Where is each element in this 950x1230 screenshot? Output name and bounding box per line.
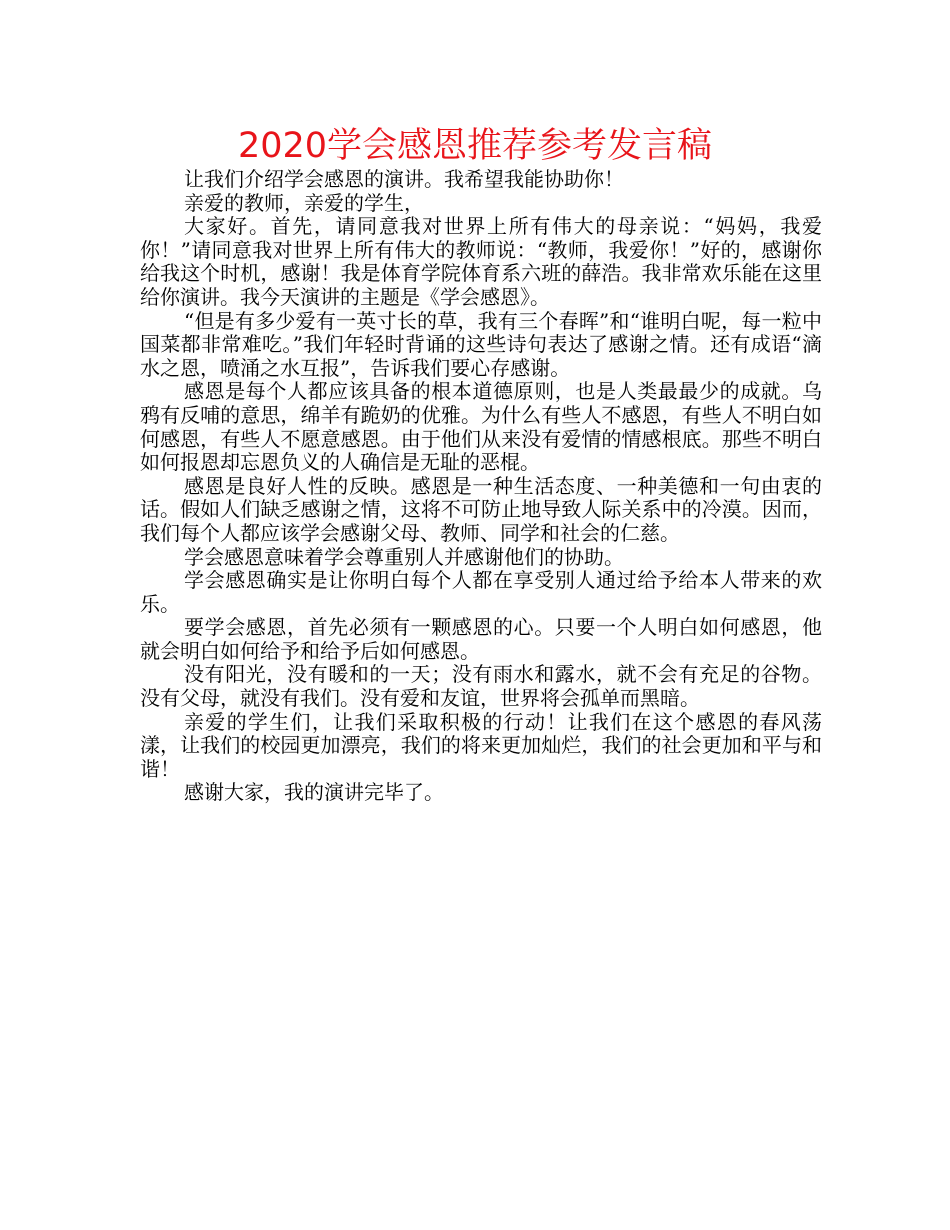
paragraph-moral-principle: 感恩是每个人都应该具备的根本道德原则，也是人类最最少的成就。乌鸦有反哺的意思，绵羊有跪奶的优雅。为什么有些人不感恩，有些人不明白如何感恩，有些人不愿意感恩。由于他们从来没有爱情的情感根底。那些不明白如何报恩却忘恩负义的人确信是无耻的恶棍。: [140, 379, 822, 475]
paragraph-call-to-action: 亲爱的学生们，让我们采取积极的行动！让我们在这个感恩的春风荡漾，让我们的校园更加漂亮，我们的将来更加灿烂，我们的社会更加和平与和谐！: [140, 709, 822, 781]
paragraph-closing: 感谢大家，我的演讲完毕了。: [184, 780, 444, 805]
paragraph-sunshine: 没有阳光，没有暖和的一天；没有雨水和露水，就不会有充足的谷物。没有父母，就没有我们。没有爱和友谊，世界将会孤单而黑暗。: [140, 662, 822, 711]
document-title: 2020学会感恩推荐参考发言稿: [237, 126, 713, 166]
paragraph-respect: 学会感恩意味着学会尊重别人并感谢他们的协助。: [184, 544, 624, 569]
paragraph-salutation: 亲爱的教师，亲爱的学生，: [184, 190, 424, 215]
paragraph-poems: “但是有多少爱有一英寸长的草，我有三个春晖”和“谁明白呢，每一粒中国菜都非常难吃。”我们年轻时背诵的这些诗句表达了感谢之情。还有成语“滴水之恩，喷涌之水互报”，告诉我们要心存感谢。: [140, 308, 822, 380]
document-body: [140, 168, 822, 805]
paragraph-grateful-heart: 要学会感恩，首先必须有一颗感恩的心。只要一个人明白如何感恩，他就会明白如何给予和给予后如何感恩。: [140, 615, 822, 663]
paragraph-greeting: 大家好。首先，请同意我对世界上所有伟大的母亲说：“妈妈，我爱你！”请同意我对世界上所有伟大的教师说：“教师，我爱你！”好的，感谢你给我这个时机，感谢！我是体育学院体育系六班的薛浩。我非常欢乐能在这里给你演讲。我今天演讲的主题是《学会感恩》。: [140, 214, 822, 309]
paragraph-enjoyment: 学会感恩确实是让你明白每个人都在享受别人通过给予给本人带来的欢乐。: [140, 568, 822, 616]
paragraph-human-nature: 感恩是良好人性的反映。感恩是一种生活态度、一种美德和一句由衷的话。假如人们缺乏感谢之情，这将不可防止地导致人际关系中的冷漠。因而，我们每个人都应该学会感谢父母、教师、同学和社会的仁慈。: [140, 473, 822, 545]
paragraph-intro: 让我们介绍学会感恩的演讲。我希望我能协助你！: [184, 167, 624, 191]
